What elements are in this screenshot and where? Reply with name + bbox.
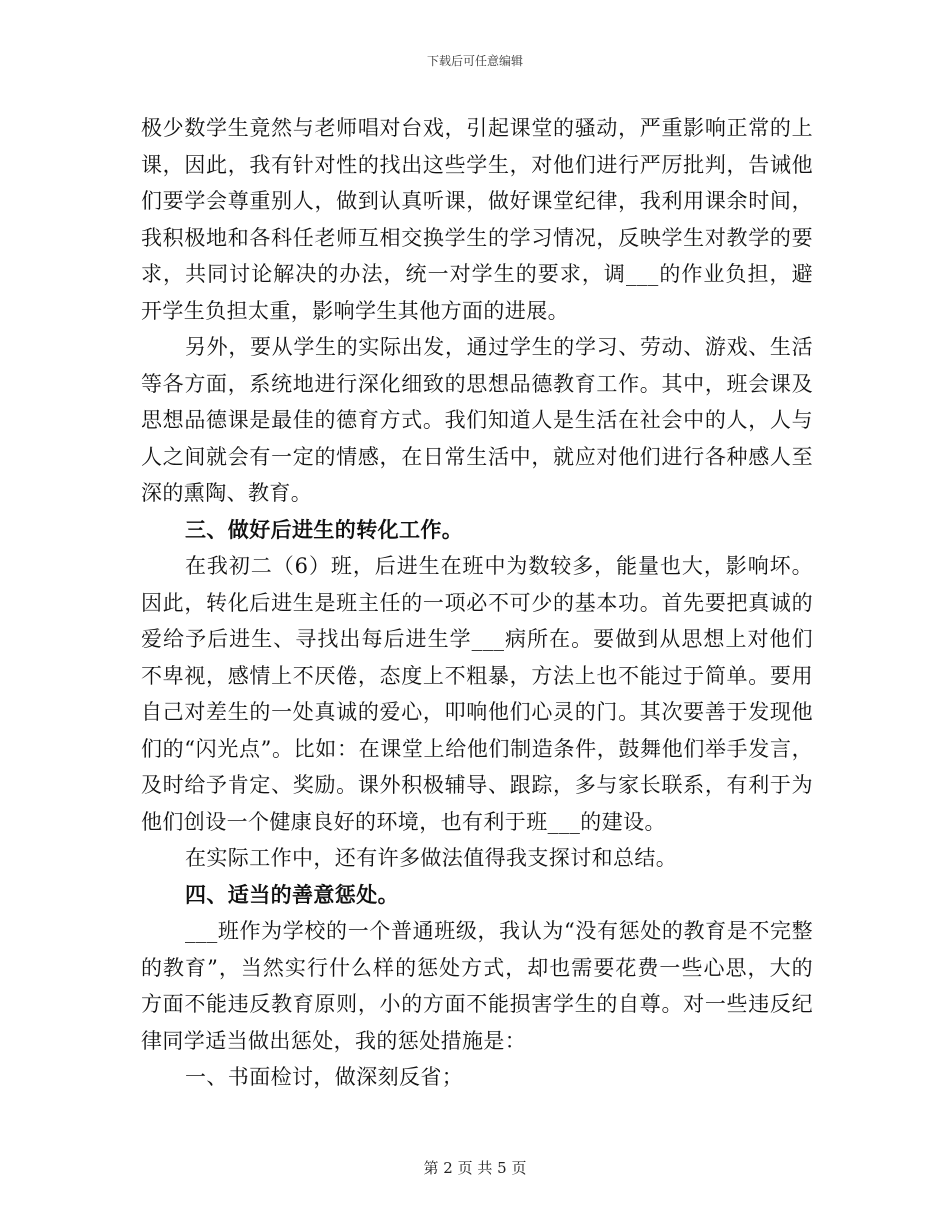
paragraph-2: 另外，要从学生的实际出发，通过学生的学习、劳动、游戏、生活等各方面，系统地进行深化细致的思想品德教育工作。其中，班会课及思想品德课是最佳的德育方式。我们知道人是生活在社会中的人，人与人之间就会有一定的情感，在日常生活中，就应对他们进行各种感人至深的熏陶、教育。 bbox=[141, 335, 813, 505]
page-footer: 第 2 页 共 5 页 bbox=[423, 1159, 527, 1177]
paragraph-3: 在我初二（6）班，后进生在班中为数较多，能量也大，影响坏。因此，转化后进生是班主任的一项必不可少的基本功。首先要把真诚的爱给予后进生、寻找出每后进生学___病所在。要做到从思想上对他们不卑视，感情上不厌倦，态度上不粗暴，方法上也不能过于简单。要用自己对差生的一处真诚的爱心，叩响他们心灵的门。其次要善于发现他们的“闪光点”。比如：在课堂上给他们制造条件，鼓舞他们举手发言，及时给予肯定、奖励。课外积极辅导、跟踪，多与家长联系，有利于为他们创设一个健康良好的环境，也有利于班___的建设。 bbox=[141, 554, 813, 834]
paragraph-4: 在实际工作中，还有许多做法值得我支探讨和总结。 bbox=[185, 846, 678, 870]
paragraph-5: ___班作为学校的一个普通班级，我认为“没有惩处的教育是不完整的教育”，当然实行什么样的惩处方式，却也需要花费一些心思，大的方面不能违反教育原则，小的方面不能损害学生的自尊。对一些违反纪律同学适当做出惩处，我的惩处措施是： bbox=[141, 919, 813, 1053]
paragraph-6: 一、书面检讨，做深刻反省； bbox=[185, 1065, 464, 1089]
page-header: 下载后可任意编辑 bbox=[426, 54, 523, 68]
section-heading-4: 四、适当的善意惩处。 bbox=[185, 881, 399, 907]
document-body bbox=[141, 110, 813, 1096]
paragraph-1: 极少数学生竟然与老师唱对台戏，引起课堂的骚动，严重影响正常的上课，因此，我有针对性的找出这些学生，对他们进行严厉批判，告诫他们要学会尊重别人，做到认真听课，做好课堂纪律，我利用课余时间，我积极地和各科任老师互相交换学生的学习情况，反映学生对教学的要求，共同讨论解决的办法，统一对学生的要求，调___的作业负担，避开学生负担太重，影响学生其他方面的进展。 bbox=[141, 116, 813, 323]
section-heading-3: 三、做好后进生的转化工作。 bbox=[185, 516, 464, 542]
